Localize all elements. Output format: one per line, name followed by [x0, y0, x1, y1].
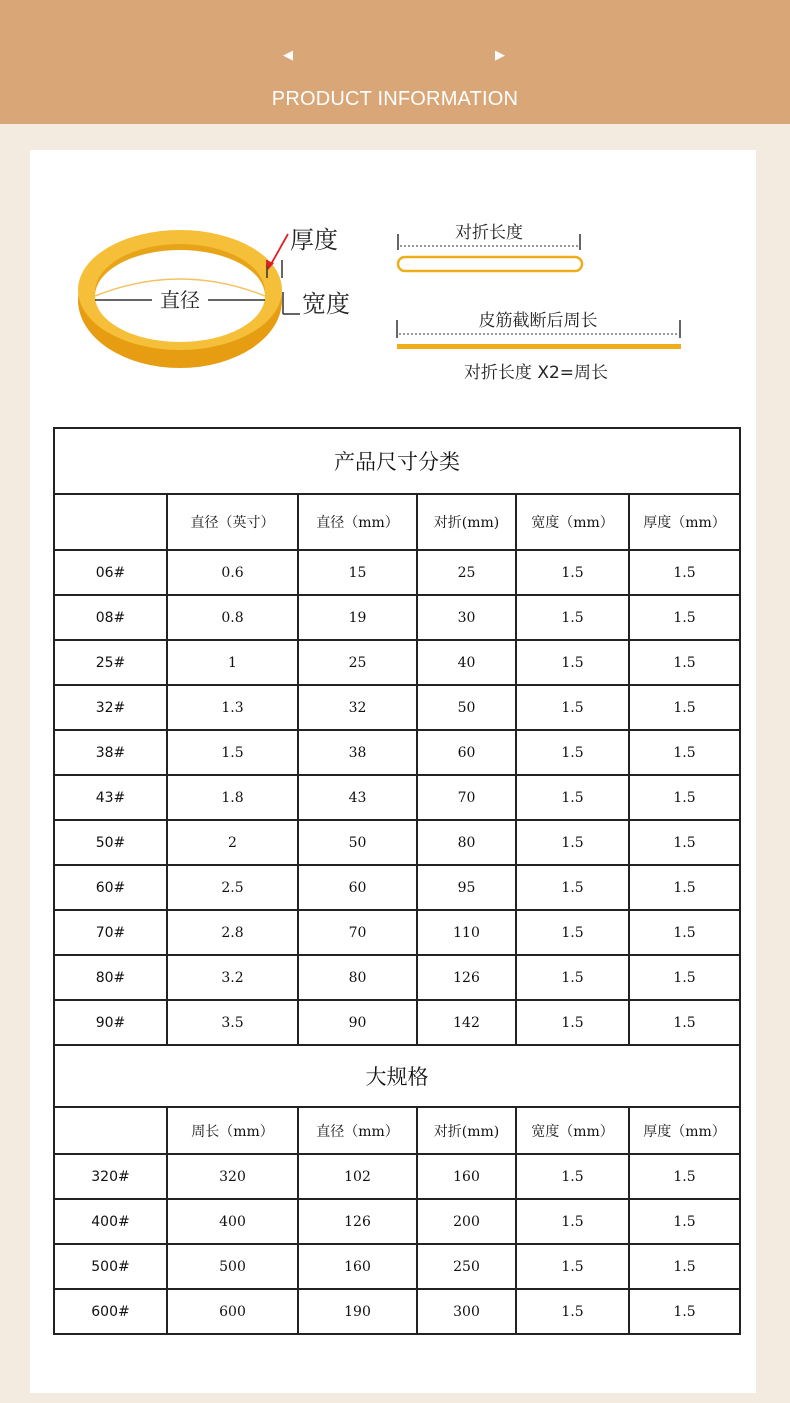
value-cell: 142 [417, 1000, 516, 1045]
model-code-cell: 600# [54, 1289, 167, 1334]
header-cell: 周长（mm） [167, 1107, 298, 1154]
table-header-row [54, 1107, 740, 1154]
value-cell: 1.5 [516, 730, 629, 775]
value-cell: 19 [298, 595, 417, 640]
table-row [54, 910, 740, 955]
header-cell: 直径（mm） [298, 1107, 417, 1154]
table-row [54, 550, 740, 595]
header-cell: 直径（英寸） [167, 494, 298, 550]
model-code-cell: 400# [54, 1199, 167, 1244]
model-code-cell: 08# [54, 595, 167, 640]
cut-band-icon [397, 344, 681, 349]
model-code-cell: 70# [54, 910, 167, 955]
value-cell: 80 [298, 955, 417, 1000]
table-row [54, 1244, 740, 1289]
value-cell: 2.5 [167, 865, 298, 910]
value-cell: 3.5 [167, 1000, 298, 1045]
model-code-cell: 90# [54, 1000, 167, 1045]
rubber-band-diagram [30, 150, 756, 430]
value-cell: 95 [417, 865, 516, 910]
value-cell: 1.5 [629, 1289, 740, 1334]
arrow-right-icon[interactable]: ▶ [495, 48, 505, 63]
value-cell: 102 [298, 1154, 417, 1199]
value-cell: 126 [298, 1199, 417, 1244]
value-cell: 200 [417, 1199, 516, 1244]
header-cell: 厚度（mm） [629, 494, 740, 550]
value-cell: 1.5 [629, 1000, 740, 1045]
value-cell: 160 [417, 1154, 516, 1199]
arrow-left-icon[interactable]: ◀ [283, 48, 293, 63]
table-row [54, 1199, 740, 1244]
value-cell: 43 [298, 775, 417, 820]
value-cell: 1.5 [516, 685, 629, 730]
value-cell: 40 [417, 640, 516, 685]
value-cell: 250 [417, 1244, 516, 1289]
value-cell: 190 [298, 1289, 417, 1334]
size-table [53, 427, 741, 1335]
value-cell: 600 [167, 1289, 298, 1334]
value-cell: 1 [167, 640, 298, 685]
header-cell: 直径（mm） [298, 494, 417, 550]
value-cell: 1.5 [516, 1244, 629, 1289]
table-row [54, 1154, 740, 1199]
model-code-cell: 38# [54, 730, 167, 775]
table-row [54, 1000, 740, 1045]
value-cell: 1.5 [516, 1199, 629, 1244]
table-header-row [54, 494, 740, 550]
value-cell: 1.5 [516, 595, 629, 640]
large-size-title: 大规格 [54, 1045, 740, 1107]
value-cell: 1.5 [516, 1289, 629, 1334]
value-cell: 1.5 [516, 820, 629, 865]
value-cell: 2 [167, 820, 298, 865]
value-cell: 1.5 [516, 775, 629, 820]
diameter-label: 直径 [160, 288, 200, 312]
model-code-cell: 06# [54, 550, 167, 595]
value-cell: 1.5 [629, 550, 740, 595]
value-cell: 90 [298, 1000, 417, 1045]
table-row [54, 1289, 740, 1334]
banner-title: PRODUCT INFORMATION [271, 88, 519, 110]
table-row [54, 595, 740, 640]
header-cell: 对折(mm) [417, 1107, 516, 1154]
table-title: 产品尺寸分类 [54, 428, 740, 494]
table-row [54, 820, 740, 865]
value-cell: 3.2 [167, 955, 298, 1000]
value-cell: 1.5 [516, 955, 629, 1000]
value-cell: 300 [417, 1289, 516, 1334]
value-cell: 60 [298, 865, 417, 910]
value-cell: 0.6 [167, 550, 298, 595]
value-cell: 1.5 [516, 865, 629, 910]
table-row [54, 730, 740, 775]
value-cell: 70 [417, 775, 516, 820]
value-cell: 32 [298, 685, 417, 730]
table-row [54, 955, 740, 1000]
product-info-card [30, 150, 756, 1393]
value-cell: 1.5 [516, 910, 629, 955]
value-cell: 1.5 [629, 730, 740, 775]
value-cell: 1.5 [629, 820, 740, 865]
value-cell: 1.5 [629, 1199, 740, 1244]
value-cell: 30 [417, 595, 516, 640]
model-code-cell: 320# [54, 1154, 167, 1199]
value-cell: 1.5 [629, 1154, 740, 1199]
value-cell: 1.8 [167, 775, 298, 820]
header-cell: 对折(mm) [417, 494, 516, 550]
value-cell: 1.5 [629, 1244, 740, 1289]
value-cell: 1.5 [629, 910, 740, 955]
value-cell: 25 [298, 640, 417, 685]
value-cell: 60 [417, 730, 516, 775]
value-cell: 1.5 [629, 595, 740, 640]
header-banner [0, 0, 790, 124]
value-cell: 1.5 [629, 685, 740, 730]
value-cell: 1.5 [629, 955, 740, 1000]
value-cell: 15 [298, 550, 417, 595]
model-code-cell: 32# [54, 685, 167, 730]
value-cell: 1.5 [629, 640, 740, 685]
value-cell: 1.3 [167, 685, 298, 730]
value-cell: 126 [417, 955, 516, 1000]
header-cell [54, 494, 167, 550]
header-cell: 宽度（mm） [516, 1107, 629, 1154]
cut-perimeter-label: 皮筋截断后周长 [478, 311, 598, 331]
value-cell: 50 [298, 820, 417, 865]
value-cell: 25 [417, 550, 516, 595]
header-cell: 厚度（mm） [629, 1107, 740, 1154]
table-row [54, 775, 740, 820]
value-cell: 80 [417, 820, 516, 865]
value-cell: 160 [298, 1244, 417, 1289]
width-label: 宽度 [302, 290, 350, 318]
value-cell: 110 [417, 910, 516, 955]
model-code-cell: 500# [54, 1244, 167, 1289]
model-code-cell: 50# [54, 820, 167, 865]
value-cell: 1.5 [629, 865, 740, 910]
model-code-cell: 25# [54, 640, 167, 685]
thickness-label: 厚度 [290, 226, 338, 254]
value-cell: 2.8 [167, 910, 298, 955]
value-cell: 1.5 [167, 730, 298, 775]
model-code-cell: 43# [54, 775, 167, 820]
value-cell: 50 [417, 685, 516, 730]
table-row [54, 685, 740, 730]
folded-length-label: 对折长度 [455, 223, 523, 243]
header-cell: 宽度（mm） [516, 494, 629, 550]
formula-label: 对折长度 X2=周长 [463, 363, 609, 383]
table-row [54, 640, 740, 685]
value-cell: 70 [298, 910, 417, 955]
value-cell: 1.5 [516, 1154, 629, 1199]
table-row [54, 865, 740, 910]
folded-band-icon [398, 257, 582, 271]
value-cell: 1.5 [516, 640, 629, 685]
value-cell: 1.5 [629, 775, 740, 820]
model-code-cell: 80# [54, 955, 167, 1000]
value-cell: 400 [167, 1199, 298, 1244]
value-cell: 500 [167, 1244, 298, 1289]
value-cell: 1.5 [516, 550, 629, 595]
value-cell: 38 [298, 730, 417, 775]
value-cell: 0.8 [167, 595, 298, 640]
value-cell: 1.5 [516, 1000, 629, 1045]
model-code-cell: 60# [54, 865, 167, 910]
value-cell: 320 [167, 1154, 298, 1199]
header-cell [54, 1107, 167, 1154]
